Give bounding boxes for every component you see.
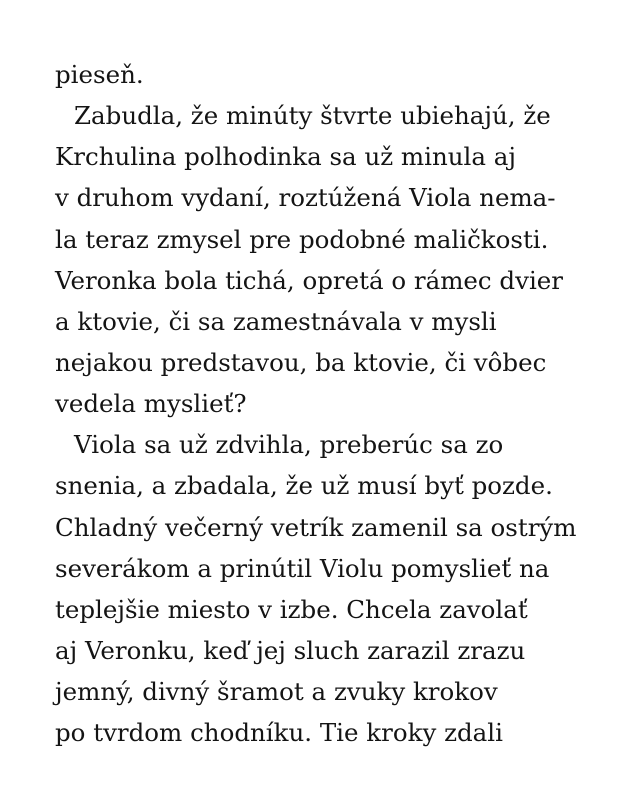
text-line: Chladný večerný vetrík zamenil sa ostrým xyxy=(55,512,577,542)
text-line: aj Veronku, keď jej sluch zarazil zrazu xyxy=(55,635,526,665)
text-line: nejakou predstavou, ba ktovie, či vôbec xyxy=(55,347,547,377)
text-line: snenia, a zbadala, že už musí byť pozde. xyxy=(55,471,553,501)
text-line: vedela myslieť? xyxy=(55,389,247,419)
text-line: Viola sa už zdvihla, preberúc sa zo xyxy=(74,430,504,460)
text-line: jemný, divný šramot a zvuky krokov xyxy=(55,677,498,707)
text-line: pieseň. xyxy=(55,60,144,89)
text-line: v druhom vydaní, roztúžená Viola nema- xyxy=(55,183,556,213)
text-line: po tvrdom chodníku. Tie kroky zdali xyxy=(55,718,503,748)
text-line: la teraz zmysel pre podobné maličkosti. xyxy=(55,224,549,254)
text-line: Zabudla, že minúty štvrte ubiehajú, že xyxy=(74,101,551,131)
body-text xyxy=(55,54,600,753)
text-line: Krchulina polhodinka sa už minula aj xyxy=(55,142,516,172)
text-line: a ktovie, či sa zamestnávala v mysli xyxy=(55,306,497,336)
text-line: Veronka bola tichá, opretá o rámec dvier xyxy=(55,265,564,295)
text-line: severákom a prinútil Violu pomyslieť na xyxy=(55,553,550,583)
text-line: teplejšie miesto v izbe. Chcela zavolať xyxy=(55,594,528,624)
